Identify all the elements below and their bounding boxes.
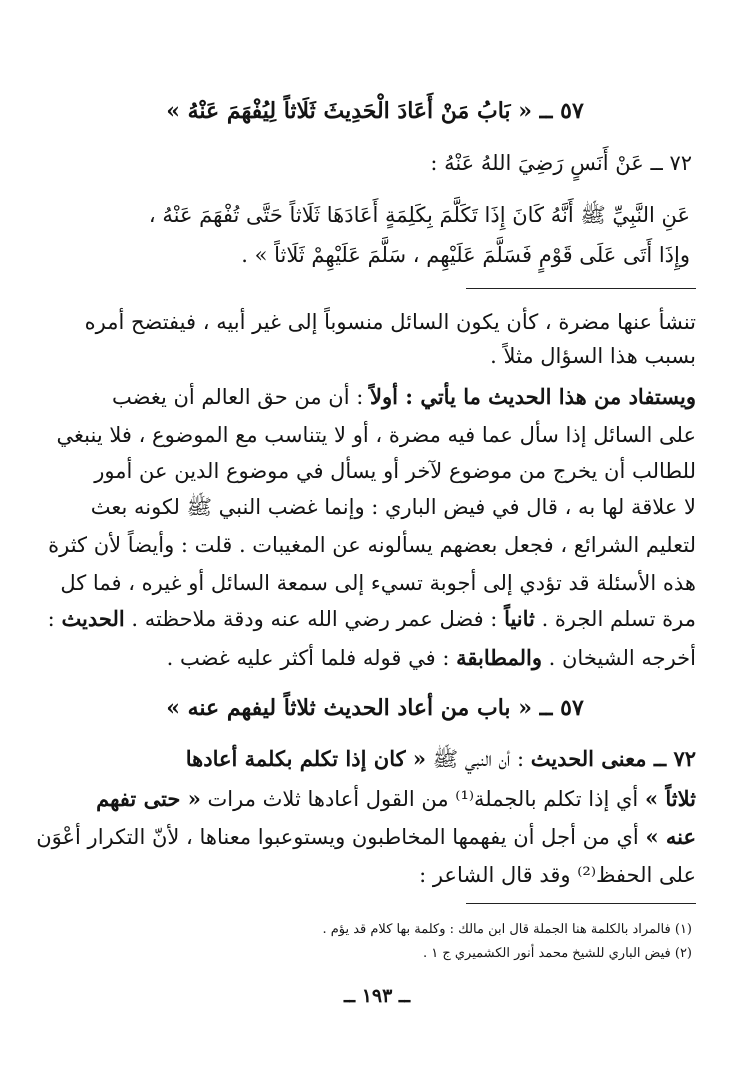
second-benefit-label: ثانياً	[504, 606, 535, 631]
hadith-narrator-line: ٧٢ ــ عَنْ أَنَسٍ رَضِيَ اللهُ عَنْهُ :	[430, 151, 692, 175]
commentary-line: تنشأ عنها مضرة ، كأن يكون السائل منسوباً إلى غير أبيه ، فيفتضح أمره	[84, 310, 696, 334]
benefits-lead: ويستفاد من هذا الحديث ما يأتي : أولاً	[370, 384, 696, 409]
hadith-text-line: عَنِ النَّبِيِّ ﷺ أَنَّهُ كَانَ إِذَا تَكَلَّمَ بِكَلِمَةٍ أَعَادَهَا ثَلَاثاً حَتَّى تُفْهَمَ عَنْهُ ،	[148, 203, 690, 227]
hadith-text-line: وإِذَا أَتَى عَلَى قَوْمٍ فَسَلَّمَ عَلَيْهِم ، سَلَّمَ عَلَيْهِمْ ثَلَاثاً » .	[241, 243, 690, 267]
benefits-line: لا علاقة لها به ، قال في فيض الباري : وإنما غضب النبي ﷺ لكونه بعث	[90, 495, 696, 519]
page-number: ــ ١٩٣ ــ	[343, 985, 411, 1007]
footnote-2: (٢) فيض الباري للشيخ محمد أنور الكشميري ج ١ .	[422, 946, 692, 961]
explanation-line: ٧٢ ــ معنى الحديث : أن النبي ﷺ « كان إذا تكلم بكلمة أعادها	[185, 746, 696, 771]
explanation-line: عنه » أي من أجل أن يفهمها المخاطبون ويستوعبوا معناها ، لأنّ التكرار أعْوَن	[36, 824, 696, 849]
commentary-line: بسبب هذا السؤال مثلاً .	[490, 344, 696, 368]
benefits-line: ويستفاد من هذا الحديث ما يأتي : أولاً : أن من حق العالم أن يغضب	[112, 384, 696, 409]
section-divider	[466, 288, 696, 289]
benefits-line: لتعليم الشرائع ، فجعل بعضهم يسألونه عن المغيبات . قلت : وأيضاً لأن كثرة	[48, 533, 696, 557]
explanation-line: ثلاثاً » أي إذا تكلم بالجملة⁽¹⁾ من القول أعادها ثلاث مرات « حتى تفهم	[96, 786, 696, 811]
benefits-line: مرة تسلم الجرة . ثانياً : فضل عمر رضي الله عنه ودقة ملاحظته . الحديث :	[47, 606, 696, 631]
benefits-line: للطالب أن يخرج من موضوع لآخر أو يسأل في موضوع الدين عن أمور	[94, 459, 696, 483]
correspondence-label: والمطابقة	[456, 645, 542, 670]
footnote-1: (١) فالمراد بالكلمة هنا الجملة قال ابن مالك : وكلمة بها كلام قد يؤم .	[322, 922, 692, 937]
hadith-label: الحديث	[61, 606, 125, 631]
benefits-line: أخرجه الشيخان . والمطابقة : في قوله فلما أكثر عليه غضب .	[166, 645, 696, 670]
explanation-chapter-title: ٥٧ ــ « باب من أعاد الحديث ثلاثاً ليفهم عنه »	[166, 695, 584, 721]
explanation-line: على الحفظ⁽²⁾ وقد قال الشاعر :	[419, 863, 696, 887]
hadith-chapter-title: ٥٧ ــ « بَابُ مَنْ أَعَادَ الْحَدِيثَ ثَلَاثاً لِيُفْهَمَ عَنْهُ »	[166, 98, 584, 124]
footnote-divider	[466, 903, 696, 904]
benefits-line: هذه الأسئلة قد تؤدي إلى أجوبة تسيء إلى سمعة السائل أو غيره ، فما كل	[60, 571, 696, 595]
benefits-line: على السائل إذا سأل عما فيه مضرة ، أو لا يتناسب مع الموضوع ، فلا ينبغي	[56, 423, 696, 447]
